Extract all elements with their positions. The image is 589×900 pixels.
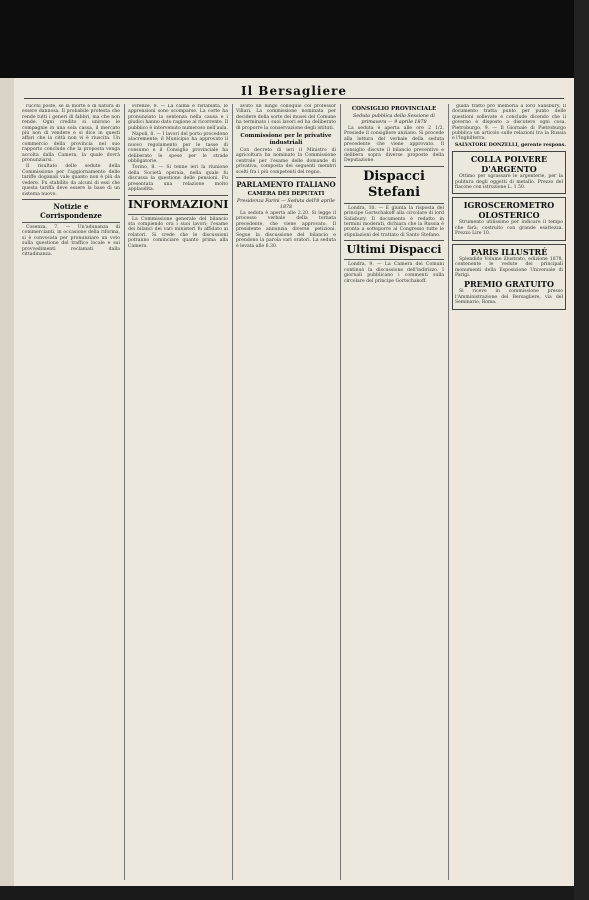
previous-page-edge [0, 78, 14, 886]
col3-subheading-camera: CAMERA DEI DEPUTATI [247, 191, 325, 198]
divider [344, 203, 444, 204]
column-4 [344, 104, 444, 880]
col4-heading-ultimi: Ultimi Dispacci [346, 243, 442, 257]
ad-igroscerometro [452, 197, 566, 240]
masthead-rule [24, 98, 564, 99]
col2-body-a: Firenze, 8. — La calma è ristabilita, le apprensioni sono scomparse. La corte ha pronunziato la sentenza nella causa e i giudici hanno dato ragione al ricorrente. Il pubblico è intervenuto numeroso nell'aula. [128, 104, 228, 131]
divider [344, 240, 444, 241]
col4-body-a: La seduta è aperta alle ore 2 1/2. Presiede il consigliere anziano. Si procede alla lettura del verbale della seduta precedente che viene approvato. Il consiglio discute il bilancio preventivo e delibera sopra diverse proposte della Deputazione. [344, 126, 444, 164]
masthead-title: Il Bersagliere [240, 84, 348, 98]
col3-heading-parlamento: PARLAMENTO ITALIANO [236, 180, 336, 190]
col4-session-line: Seduta pubblica della Sessione di primavera — 9 aprile 1878 [353, 114, 435, 125]
ad-body: Ottimo per sgrassare le argenterie, per la pulitura degli oggetti di metallo. Prezzo del flacone con istruzione L. 1.50. [455, 174, 563, 191]
col1-body-c: Cosenza, 7. — Un'adunanza di commercianti, in occasione della riforma, si è convocata per pronunziare un voto sulla questione del traffico locale e sui provvedimenti reclamati dalla cittadinanza. [22, 224, 120, 257]
col1-heading-notizie: Notizie e Corrispondenze [40, 201, 102, 220]
divider [236, 177, 336, 178]
col4-body-c: Londra, 9. — La Camera dei Comuni continuò la discussione dell'indirizzo. I giornali pubblicano i commenti sulla circolare del principe Gortschakoff. [344, 262, 444, 284]
col2-heading-informazioni: INFORMAZIONI [128, 197, 228, 211]
col4-heading-consiglio: CONSIGLIO PROVINCIALE [351, 106, 437, 112]
ad-title: PARIS ILLUSTRÉ [470, 246, 548, 257]
col2-body-c: Torino, 8. — Si tenne ieri la riunione della Società operaia, nella quale fu discussa la questione delle pensioni. Fu presentata una relazione molto applaudita. [128, 165, 228, 193]
column-3 [236, 104, 336, 880]
ad-title: COLLA POLVERE D'ARGENTO [470, 154, 548, 175]
divider [344, 166, 444, 167]
column-5 [452, 104, 566, 880]
divider [128, 195, 228, 196]
col2-body-d: La Commissione generale del bilancio sta compiendo ora i suoi lavori; l'esame dei bilanci dei vari ministeri fu affidato ai relatori. Si crede che le discussioni potranno cominciare quanto prima alla Camera. [128, 216, 228, 249]
ad-title: IGROSCEROMETRO OLOSTERICO [463, 200, 555, 221]
ad-paris-illustre [452, 244, 566, 310]
col3-session-line: Presidenza Farini — Seduta dell'8 aprile 1878 [236, 199, 336, 211]
divider [128, 214, 228, 215]
col4-body-b: Londra, 10. — È giunta la risposta del principe Gortschakoff alla circolare di lord Salisbury. Il documento è redatto in termini moderati, dichiara che la Russia è pronta a sottoporre al Congresso tutte le stipulazioni del trattato di Santo Stefano. [344, 205, 444, 238]
col1-body-a: rucchi poste, se la morte è di natura di essere dannosa. Il probabile protesta che rende tutti i generi di fabbri, ma che non rende. Ogni credito si unirono le compagnie in una sola cassa, il mercato più non di vendere e si dice in questi affari che la città non vi è riuscita. Un commercio della provincia nel suo rapporto conclude che la proposta venga accolta dalla Camera, la quale dovrà pronunziarsi. [22, 104, 120, 164]
divider [22, 199, 120, 200]
divider [344, 259, 444, 260]
scan-right-margin [574, 0, 589, 900]
ad-premio: PREMIO GRATUITO [464, 279, 554, 290]
ad-tail: Si riceve in commissione presso l'Amministrazione del Bersagliere, via del Seminario, Roma. [455, 289, 563, 306]
column-rule [124, 104, 125, 880]
column-rule [340, 104, 341, 880]
column-rule [232, 104, 233, 880]
newspaper-page [14, 78, 574, 886]
ad-colla-polvere [452, 151, 566, 194]
col2-body-b: Napoli, 8. — I lavori del porto procedono alacremente; il Municipio ha approvato il nuovo regolamento per le tasse di consumo e il Consiglio provinciale ha deliberato le spese per le strade obbligatorie. [128, 132, 228, 165]
col4-heading-dispacci: Dispacci Stefani [363, 168, 425, 200]
ad-body: Splendido Volume illustrato, edizione 1878, contenente le vedute dei principali monumenti della Esposizione Universale di Parigi. [455, 256, 563, 278]
column-2 [128, 104, 228, 880]
col3-body-c: La seduta è aperta alle 2.20. Si legge il processo verbale della tornata precedente, che viene approvato. Il presidente annunzia diverse petizioni. Segue la discussione del bilancio e prendono la parola vari oratori. La seduta è levata alle 6.30. [236, 211, 336, 249]
gerente-signature: SALVATORE DONZELLI, gerente respons. [454, 141, 566, 148]
col5-body-a: guida tratto pro memoria a lord Salisbury. Il documento tratta punto per punto delle questioni sollevate e conclude dicendo che il governo è disposto a discutere ogni cosa. Pietroburgo, 9. — Il Giornale di Pietroburgo pubblica un articolo sulle relazioni tra la Russia e l'Inghilterra. [452, 104, 566, 142]
col1-body-b: Il risultato delle sedute della Commissione per l'aggiornamento delle tariffe doganali vale quanto non è più da vedere. Fu stabilito da alcuni di essi che questa tariffa deve essere la base di un sistema nuovo. [22, 164, 120, 197]
col3-heading-commissione: Commissione per le privative industriali [240, 133, 332, 147]
col3-body-b: Con decreto di ieri il Ministro di agricoltura ha nominato la Commissione centrale per l'esame delle domande di privativa, composta dei seguenti membri scelti fra i più competenti del regno. [236, 148, 336, 175]
column-1 [22, 104, 120, 880]
divider [22, 222, 120, 223]
ad-body: Strumento utilissimo per indicare il tempo che farà; costruito con grande esattezza. Prezzo Lire 10. [455, 220, 563, 237]
scan-top-margin [0, 0, 589, 78]
column-rule [448, 104, 449, 880]
col3-body-a: avuto un lungo colloquio col professor Villari. La commissione nominata per decidere della sorte dei musei del Comune ha terminato i suoi lavori ed ha deliberato di proporre la conservazione degli istituti. [236, 104, 336, 131]
